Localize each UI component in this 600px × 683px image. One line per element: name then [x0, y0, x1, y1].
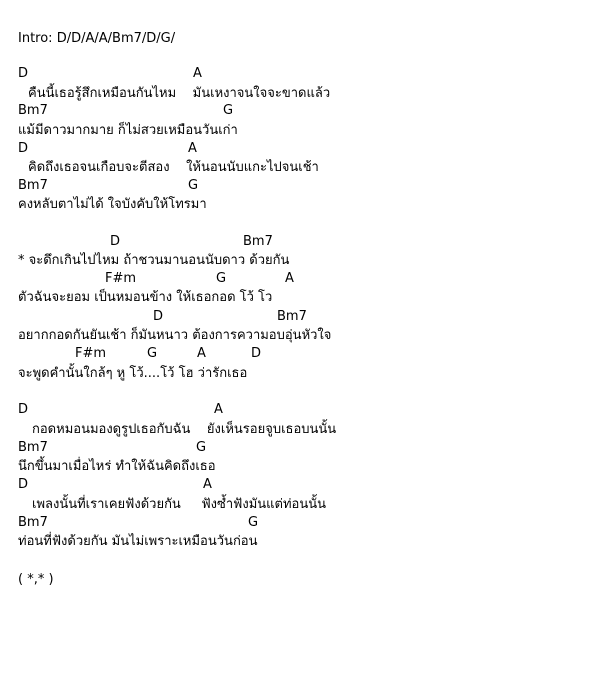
chord-label: F#m	[105, 271, 137, 286]
chord-label: Bm7	[277, 309, 307, 324]
lyric-line: เพลงนั้นที่เราเคยฟังด้วยกัน ฟังซ้ำฟังมันแต่ท่อนนั้น	[32, 497, 327, 512]
chord-label: G	[216, 271, 227, 286]
chord-label: A	[285, 271, 294, 286]
chord-label: F#m	[75, 346, 107, 361]
lyric-line: คืนนี้เธอรู้สึกเหมือนกันไหม มันเหงาจนใจจะขาดแล้ว	[28, 86, 331, 101]
lyric-line: อยากกอดกันยันเช้า ก็มันหนาว ต้องการความอบอุ่นหัวใจ	[18, 328, 332, 343]
lyric-line: * จะดึกเกินไปไหม ถ้าชวนมานอนนับดาว ด้วยกัน	[18, 253, 290, 268]
chord-label: G	[147, 346, 158, 361]
chord-label: A	[197, 346, 206, 361]
lyric-line: ท่อนที่ฟังด้วยกัน มันไม่เพราะเหมือนวันก่อน	[18, 534, 258, 549]
chord-label: Bm7	[18, 515, 48, 530]
chord-label: D	[153, 309, 164, 324]
chord-label: Bm7	[18, 440, 48, 455]
lyric-line: นึกขึ้นมาเมื่อไหร่ ทำให้ฉันคิดถึงเธอ	[18, 459, 216, 474]
chord-label: A	[193, 66, 202, 81]
lyric-line: คิดถึงเธอจนเกือบจะตีสอง ให้นอนนับแกะไปจนเช้า	[28, 160, 319, 175]
repeat-marker: ( *,* )	[18, 572, 54, 587]
chord-label: A	[188, 141, 197, 156]
lyric-line: คงหลับตาไม่ได้ ใจบังคับให้โทรมา	[18, 197, 207, 212]
lyric-line: ตัวฉันจะยอม เป็นหมอนข้าง ให้เธอกอด โว้ โว	[18, 290, 273, 305]
chord-label: D	[18, 402, 29, 417]
intro-line: Intro: D/D/A/A/Bm7/D/G/	[18, 31, 176, 46]
lyric-line: แม้มีดาวมากมาย ก็ไม่สวยเหมือนวันเก่า	[18, 123, 238, 138]
lyric-line: จะพูดคำนั้นใกล้ๆ หู โว้....โว้ โฮ ว่ารักเธอ	[18, 366, 248, 381]
chord-label: D	[18, 141, 29, 156]
chord-label: A	[214, 402, 223, 417]
chord-label: D	[18, 477, 29, 492]
chord-label: G	[248, 515, 259, 530]
chord-label: Bm7	[243, 234, 273, 249]
chord-label: A	[203, 477, 212, 492]
chord-label: D	[251, 346, 262, 361]
chord-label: G	[188, 178, 199, 193]
chord-label: D	[18, 66, 29, 81]
chord-label: Bm7	[18, 178, 48, 193]
lyric-line: กอดหมอนมองดูรูปเธอกับฉัน ยังเห็นรอยจูบเธอบนนั้น	[32, 422, 337, 437]
chord-label: D	[110, 234, 121, 249]
chord-label: G	[223, 103, 234, 118]
chord-label: Bm7	[18, 103, 48, 118]
chord-label: G	[196, 440, 207, 455]
